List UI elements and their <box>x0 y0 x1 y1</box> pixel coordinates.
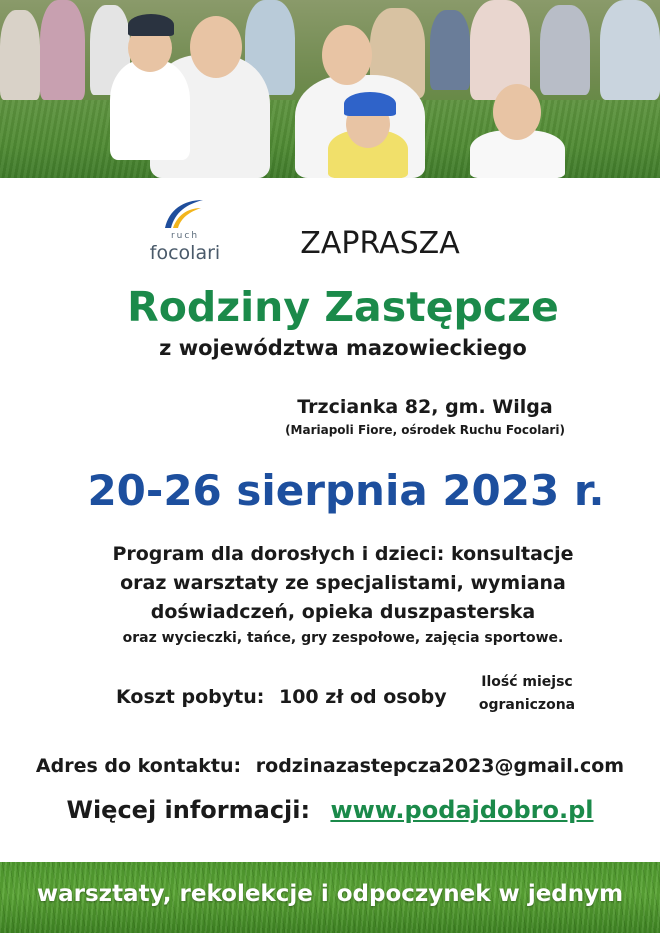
focolari-swoosh-icon <box>161 198 207 232</box>
cost-value: 100 zł od osoby <box>278 686 447 708</box>
boy-cap <box>344 92 396 116</box>
program-line-2: oraz warsztaty ze specjalistami, wymiana <box>120 572 566 594</box>
invite-heading: ZAPRASZA <box>300 226 460 261</box>
more-info-label: Więcej informacji: <box>66 796 311 824</box>
father-head <box>190 16 242 78</box>
child-cap <box>128 14 174 36</box>
program-line-4: oraz wycieczki, tańce, gry zespołowe, zajęcia sportowe. <box>122 630 564 646</box>
venue-note: (Mariapoli Fiore, ośrodek Ruchu Focolari) <box>285 423 565 437</box>
program-description <box>0 540 660 649</box>
cost-label: Koszt pobytu: <box>116 686 265 708</box>
website-link[interactable]: www.podajdobro.pl <box>330 796 594 824</box>
more-info <box>0 796 660 824</box>
banner-slogan: warsztaty, rekolekcje i odpoczynek w jednym <box>36 881 624 907</box>
venue-address: Trzcianka 82, gm. Wilga <box>297 396 553 418</box>
bottom-banner <box>0 862 660 933</box>
focolari-logo <box>145 198 225 270</box>
contact-email[interactable]: rodzinazastepcza2023@gmail.com <box>255 755 625 777</box>
event-subtitle: z województwa mazowieckiego <box>159 336 527 360</box>
logo-word-main: focolari <box>149 242 221 264</box>
program-line-1: Program dla dorosłych i dzieci: konsultacje <box>112 543 574 565</box>
event-title: Rodziny Zastępcze <box>127 283 559 331</box>
child-figure <box>110 60 190 160</box>
cost-info <box>116 686 447 708</box>
limit-line-2: ograniczona <box>478 697 576 713</box>
mother-head <box>322 25 372 85</box>
event-date: 20-26 sierpnia 2023 r. <box>87 466 605 515</box>
logo-word-top: ruch <box>170 231 200 241</box>
contact-info <box>0 755 660 777</box>
limited-places-note <box>462 671 592 717</box>
limit-line-1: Ilość miejsc <box>481 674 573 690</box>
older-boy-head <box>493 84 541 140</box>
program-line-3: doświadczeń, opieka duszpasterska <box>150 601 536 623</box>
contact-label: Adres do kontaktu: <box>35 755 242 777</box>
header-photo <box>0 0 660 178</box>
